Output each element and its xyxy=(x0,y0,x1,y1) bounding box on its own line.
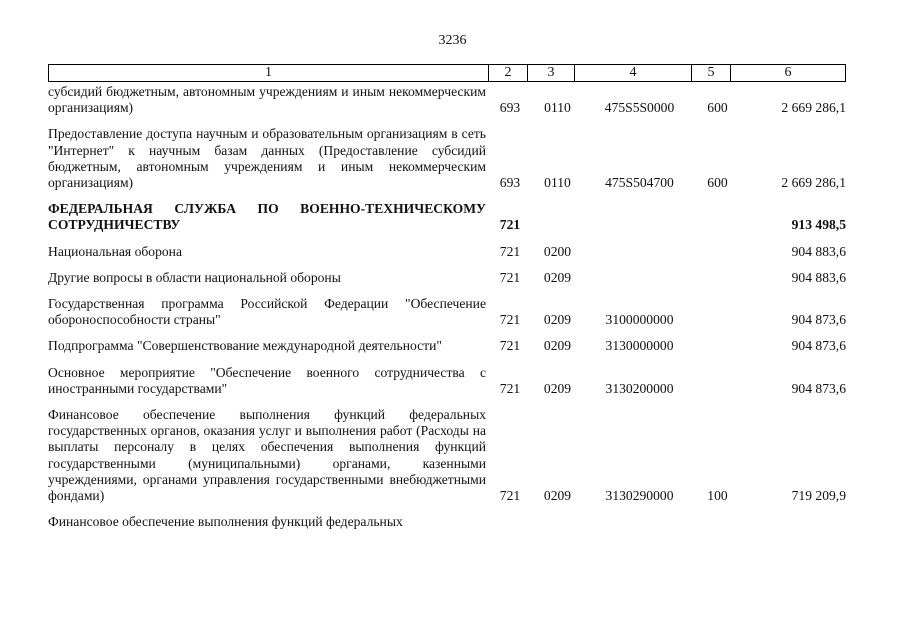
row-rzpr: 0209 xyxy=(543,312,572,328)
header-col-5: 5 xyxy=(692,65,731,81)
row-rzpr: 0209 xyxy=(543,380,572,396)
row-name: субсидий бюджетным, автономным учреждениям и иным некоммерческим организациям) xyxy=(48,84,486,116)
table-body xyxy=(48,82,846,540)
row-sum: 719 209,9 xyxy=(791,488,846,504)
row-rzpr: 0209 xyxy=(543,269,572,285)
row-csr: 3100000000 xyxy=(605,312,674,328)
row-rzpr: 0209 xyxy=(543,488,572,504)
row-sum: 2 669 286,1 xyxy=(781,100,846,116)
row-csr: 3130000000 xyxy=(605,338,674,354)
header-col-3: 3 xyxy=(528,65,575,81)
row-grbs: 721 xyxy=(499,243,521,259)
table-row xyxy=(48,126,846,191)
row-sum: 904 873,6 xyxy=(791,312,846,328)
row-rzpr: 0200 xyxy=(543,243,572,259)
header-col-1: 1 xyxy=(49,65,489,81)
table-row xyxy=(48,514,846,530)
row-sum: 2 669 286,1 xyxy=(781,175,846,191)
row-grbs: 721 xyxy=(499,338,521,354)
row-rzpr: 0110 xyxy=(544,100,571,116)
row-csr: 475S5S0000 xyxy=(604,100,675,116)
row-vr: 600 xyxy=(707,175,728,191)
table-row xyxy=(48,244,846,260)
row-sum: 913 498,5 xyxy=(791,217,846,233)
table-row xyxy=(48,84,846,116)
table-row xyxy=(48,201,846,233)
row-grbs: 693 xyxy=(499,175,521,191)
row-name: ФЕДЕРАЛЬНАЯ СЛУЖБА ПО ВОЕННО-ТЕХНИЧЕСКОМУ СОТРУДНИЧЕСТВУ xyxy=(48,201,486,233)
header-col-6: 6 xyxy=(784,65,792,80)
row-csr: 475S504700 xyxy=(605,175,674,191)
row-rzpr: 0209 xyxy=(543,338,572,354)
row-name: Государственная программа Российской Федерации "Обеспечение обороноспособности страны" xyxy=(48,296,486,328)
table-row xyxy=(48,270,846,286)
row-grbs: 721 xyxy=(499,312,521,328)
row-name: Финансовое обеспечение выполнения функций федеральных государственных органов, оказания услуг и выполнения работ (Расходы на выплаты персоналу в целях обеспечения выполнения функций государственными (муниципальными) органами, казенными учреждениями, органами управления государственными внебюджетными фондами) xyxy=(48,407,486,504)
row-vr: 100 xyxy=(707,488,728,504)
row-grbs: 693 xyxy=(499,100,521,116)
table-row xyxy=(48,407,846,504)
row-sum: 904 873,6 xyxy=(791,380,846,396)
row-name: Финансовое обеспечение выполнения функций федеральных xyxy=(48,514,403,530)
row-grbs: 721 xyxy=(499,217,521,233)
header-col-2: 2 xyxy=(489,65,528,81)
row-name: Предоставление доступа научным и образовательным организациям в сеть "Интернет" к научным базам данных (Предоставление субсидий бюджетным, автономным учреждениям и иным некоммерческим организациям) xyxy=(48,126,486,191)
row-name: Подпрограмма "Совершенствование международной деятельности" xyxy=(48,338,442,354)
table-row xyxy=(48,338,846,354)
row-grbs: 721 xyxy=(499,488,521,504)
table-header xyxy=(48,64,846,82)
row-name: Основное мероприятие "Обеспечение военного сотрудничества с иностранными государствами" xyxy=(48,364,486,396)
page-number: 3236 xyxy=(438,33,467,48)
row-name: Другие вопросы в области национальной обороны xyxy=(48,269,341,285)
row-vr: 600 xyxy=(707,100,728,116)
row-csr: 3130290000 xyxy=(605,488,674,504)
table-row xyxy=(48,365,846,397)
row-sum: 904 883,6 xyxy=(791,269,846,285)
row-grbs: 721 xyxy=(499,380,521,396)
row-name: Национальная оборона xyxy=(48,243,182,259)
row-rzpr: 0110 xyxy=(544,175,571,191)
row-sum: 904 873,6 xyxy=(791,338,846,354)
header-col-4: 4 xyxy=(575,65,692,81)
row-csr: 3130200000 xyxy=(605,380,674,396)
row-grbs: 721 xyxy=(499,269,521,285)
row-sum: 904 883,6 xyxy=(791,243,846,259)
table-row xyxy=(48,296,846,328)
